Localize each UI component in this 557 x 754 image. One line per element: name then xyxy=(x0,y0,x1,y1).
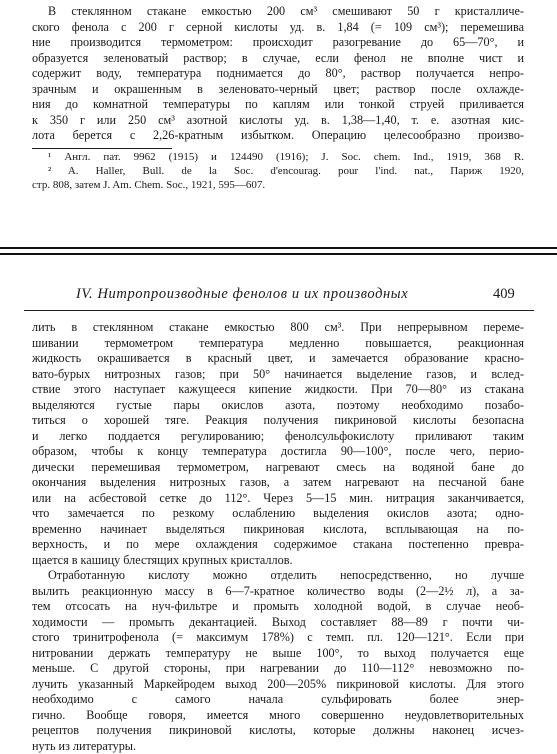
text-line: стого тринитрофенола (= максимум 178%) с темп. пл. 120—121°. Если при xyxy=(0,630,524,646)
text-line: выделяются густые пары окислов азота, поэтому необходимо позабо- xyxy=(0,398,524,414)
text-line: ствие этого наступает кажущееся кипение жидкости. При 70—80° из стакана xyxy=(0,382,524,398)
text-line: зрачным и окрашенным в зеленовато-черный цвет; раствор после охлажде- xyxy=(0,82,524,98)
text-line: жидкость окрашивается в красный цвет, и замечается образование красно- xyxy=(0,351,524,367)
footnotes xyxy=(0,150,557,192)
text-line: ние производится термометром: происходит разогревание до 65—70°, и xyxy=(0,35,524,51)
text-line: образом, чтобы к концу температура достигла 90—100°, после чего, перио- xyxy=(0,444,524,460)
text-line: ния до комнатной температуры по каплям или тонкой струей приливается xyxy=(0,97,524,113)
text-line: содержит воду, температура поднимается до 80°, раствор получается непро- xyxy=(0,66,524,82)
text-line: лота берется с 2,26-кратным избытком. Операцию целесообразно произво- xyxy=(0,128,524,144)
text-line: В стеклянном стакане емкостью 200 см³ смешивают 50 г кристалличе- xyxy=(0,4,524,20)
body-paragraph-1 xyxy=(0,320,557,568)
text-line: или на асбестовой сетке до 112°. Через 5—15 мин. нитрация заканчивается, xyxy=(0,491,524,507)
text-line: нитровании держать температуру не выше 100°, то выход получается еще xyxy=(0,646,524,662)
page-number: 409 xyxy=(493,286,515,303)
text-line: рецептов получения пикриновой кислоты, которые должны наконец исчез- xyxy=(0,723,524,739)
text-line: и легко поддается регулированию; фенолсульфокислоту приливают таким xyxy=(0,429,524,445)
text-line: образуется зеленоватый раствор; в случае, если фенол не вполне чист и xyxy=(0,51,524,67)
footnote-2-cont: стр. 808, затем J. Am. Chem. Soc., 1921, 595—607. xyxy=(0,178,524,192)
header-rule xyxy=(24,310,534,311)
text-line: тем отсосать на нуч-фильтре и промыть холодной водой, в случае необ- xyxy=(0,599,524,615)
text-line: щается в кашицу блестящих крупных кристаллов. xyxy=(0,553,524,569)
top-body-paragraph xyxy=(0,4,557,144)
text-line: окончания выделения нитрозных газов, а затем нагревают на песчаной бане xyxy=(0,475,524,491)
text-line: гично. Вообще говоря, имеется много совершенно неудовлетворительных xyxy=(0,708,524,724)
text-line: нуть из литературы. xyxy=(0,739,524,754)
footnote-separator xyxy=(32,148,172,149)
running-header: IV. Нитропроизводные фенолов и их производных xyxy=(76,286,408,303)
text-line: верхность, и по мере охлаждения содержимое стакана постепенно превра- xyxy=(0,537,524,553)
text-line: лить в стеклянном стакане емкостью 800 см³. При непрерывном переме- xyxy=(0,320,524,336)
text-line: лучить указанный Маркейродем выход 200—205% пикриновой кислоты. Для этого необходимо с самого начала сульфировать более энер- xyxy=(0,677,524,708)
text-line: к 350 г или 250 см³ азотной кислоты уд. в. 1,38—1,40, т. е. азотная кис- xyxy=(0,113,524,129)
text-line: Отработанную кислоту можно отделить непосредственно, но лучше xyxy=(0,568,524,584)
footnote-1: ¹ Англ. пат. 9962 (1915) и 124490 (1916); J. Soc. chem. Ind., 1919, 368 R. xyxy=(0,150,524,164)
footnote-2: ² A. Haller, Bull. de la Soc. d'encourag. pour l'ind. nat., Париж 1920, xyxy=(0,164,524,178)
page-break-line-1 xyxy=(0,247,557,249)
text-line: дически перемешивая термометром, нагревают смесь на водяной бане до xyxy=(0,460,524,476)
text-line: ского фенола с 200 г серной кислоты уд. в. 1,84 (= 109 см³); перемешива xyxy=(0,20,524,36)
text-line: шивании термометром температура медленно повышается, реакционная xyxy=(0,336,524,352)
text-line: вылить реакционную массу в 6—7-кратное количество воды (2—2½ л), а за- xyxy=(0,584,524,600)
text-line: временно начинает выделяться пикриновая кислота, всплывающая на по- xyxy=(0,522,524,538)
text-line: титься о хорошей тяге. Реакция получения пикриновой кислоты безопасна xyxy=(0,413,524,429)
text-line: меньше. С другой стороны, при нагревании до 110—112° невозможно по- xyxy=(0,661,524,677)
page-break-line-2 xyxy=(0,253,557,255)
text-line: вато-бурых нитрозных газов; при 50° начинается выделение газов, и вслед- xyxy=(0,367,524,383)
text-line: что замечается по резкому ослаблению выделения окислов азота; одно- xyxy=(0,506,524,522)
text-line: ходимости — промыть декантацией. Выход составляет 88—89 г почти чи- xyxy=(0,615,524,631)
body-paragraph-2 xyxy=(0,568,557,754)
